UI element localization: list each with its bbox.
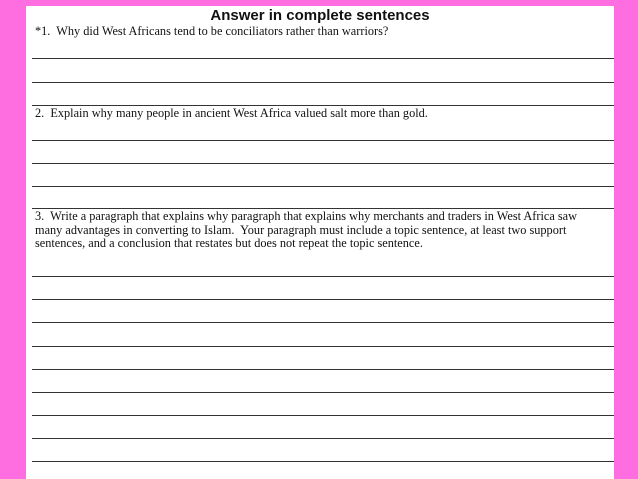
answer-line (32, 186, 614, 187)
answer-line (32, 438, 614, 439)
question-2-text: 2. Explain why many people in ancient West Africa valued salt more than gold. (35, 106, 428, 120)
answer-line (32, 276, 614, 277)
worksheet-title: Answer in complete sentences (210, 7, 430, 24)
answer-line (32, 392, 614, 393)
answer-line (32, 82, 614, 83)
answer-line (32, 322, 614, 323)
answer-line (32, 299, 614, 300)
answer-line (32, 369, 614, 370)
question-3-text: 3. Write a paragraph that explains why paragraph that explains why merchants and traders in West Africa saw many advantages in converting to Islam. Your paragraph must include a topic sentence, at least two support sentences, and a conclusion that restates but does not repeat the topic sentence. (35, 209, 581, 250)
worksheet-page (26, 6, 614, 479)
question-1-text: *1. Why did West Africans tend to be conciliators rather than warriors? (35, 24, 389, 38)
answer-line (32, 140, 614, 141)
answer-line (32, 58, 614, 59)
answer-line (32, 163, 614, 164)
answer-line (32, 461, 614, 462)
answer-line (32, 415, 614, 416)
answer-line (32, 346, 614, 347)
